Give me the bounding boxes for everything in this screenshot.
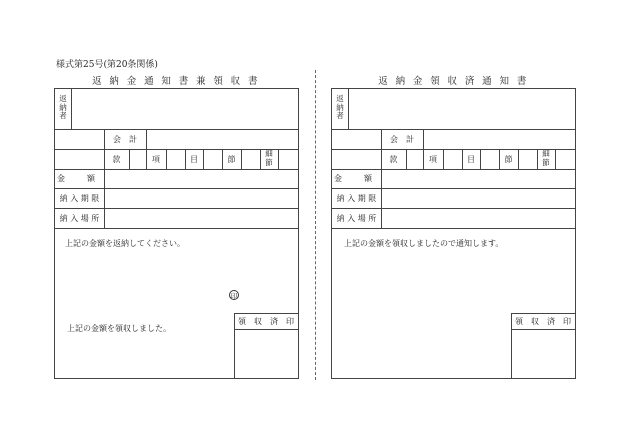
right-kaikei-label: 会 計 <box>390 134 414 144</box>
left-form-title: 返 納 金 通 知 書 兼 領 収 書 <box>92 76 260 87</box>
left-kaikei-label: 会 計 <box>113 134 137 144</box>
right-amount-label: 金 額 <box>334 174 379 183</box>
left-place-label: 納 入 場 所 <box>59 213 100 223</box>
right-place-label: 納 入 場 所 <box>336 213 377 223</box>
right-notice-message: 上記の金額を領収しましたので通知します。 <box>344 239 504 248</box>
right-kou-label: 項 <box>429 154 437 164</box>
left-payer-label: 返 納 者 <box>59 94 67 120</box>
right-setsu-label: 節 <box>504 154 513 164</box>
right-payer-label: 返 納 者 <box>336 94 344 120</box>
left-saisetsu-label: 細 節 <box>265 149 273 167</box>
left-kou-label: 項 <box>152 154 160 164</box>
left-moku-label: 目 <box>190 154 198 164</box>
left-return-message: 上記の金額を返納してください。 <box>65 239 185 248</box>
right-saisetsu-label: 細 節 <box>542 149 550 167</box>
right-received-stamp-label: 領 収 済 印 <box>515 316 571 326</box>
left-kan-label: 款 <box>112 154 121 164</box>
cut-line <box>315 70 316 380</box>
form-number-label: 様式第25号(第20条関係) <box>56 60 158 70</box>
right-form-frame <box>331 88 576 379</box>
right-moku-label: 目 <box>467 154 475 164</box>
right-kan-label: 款 <box>389 154 398 164</box>
left-received-stamp-label: 領 収 済 印 <box>238 316 294 326</box>
left-amount-label: 金 額 <box>57 174 102 183</box>
left-receipt-message: 上記の金額を領収しました。 <box>67 324 171 333</box>
left-form-frame <box>54 88 299 379</box>
right-form-title: 返 納 金 領 収 済 通 知 書 <box>378 76 529 87</box>
right-deadline-label: 納 入 期 限 <box>336 193 377 203</box>
left-setsu-label: 節 <box>227 154 236 164</box>
left-deadline-label: 納 入 期 限 <box>59 193 100 203</box>
seal-mark: 印 <box>230 292 238 300</box>
